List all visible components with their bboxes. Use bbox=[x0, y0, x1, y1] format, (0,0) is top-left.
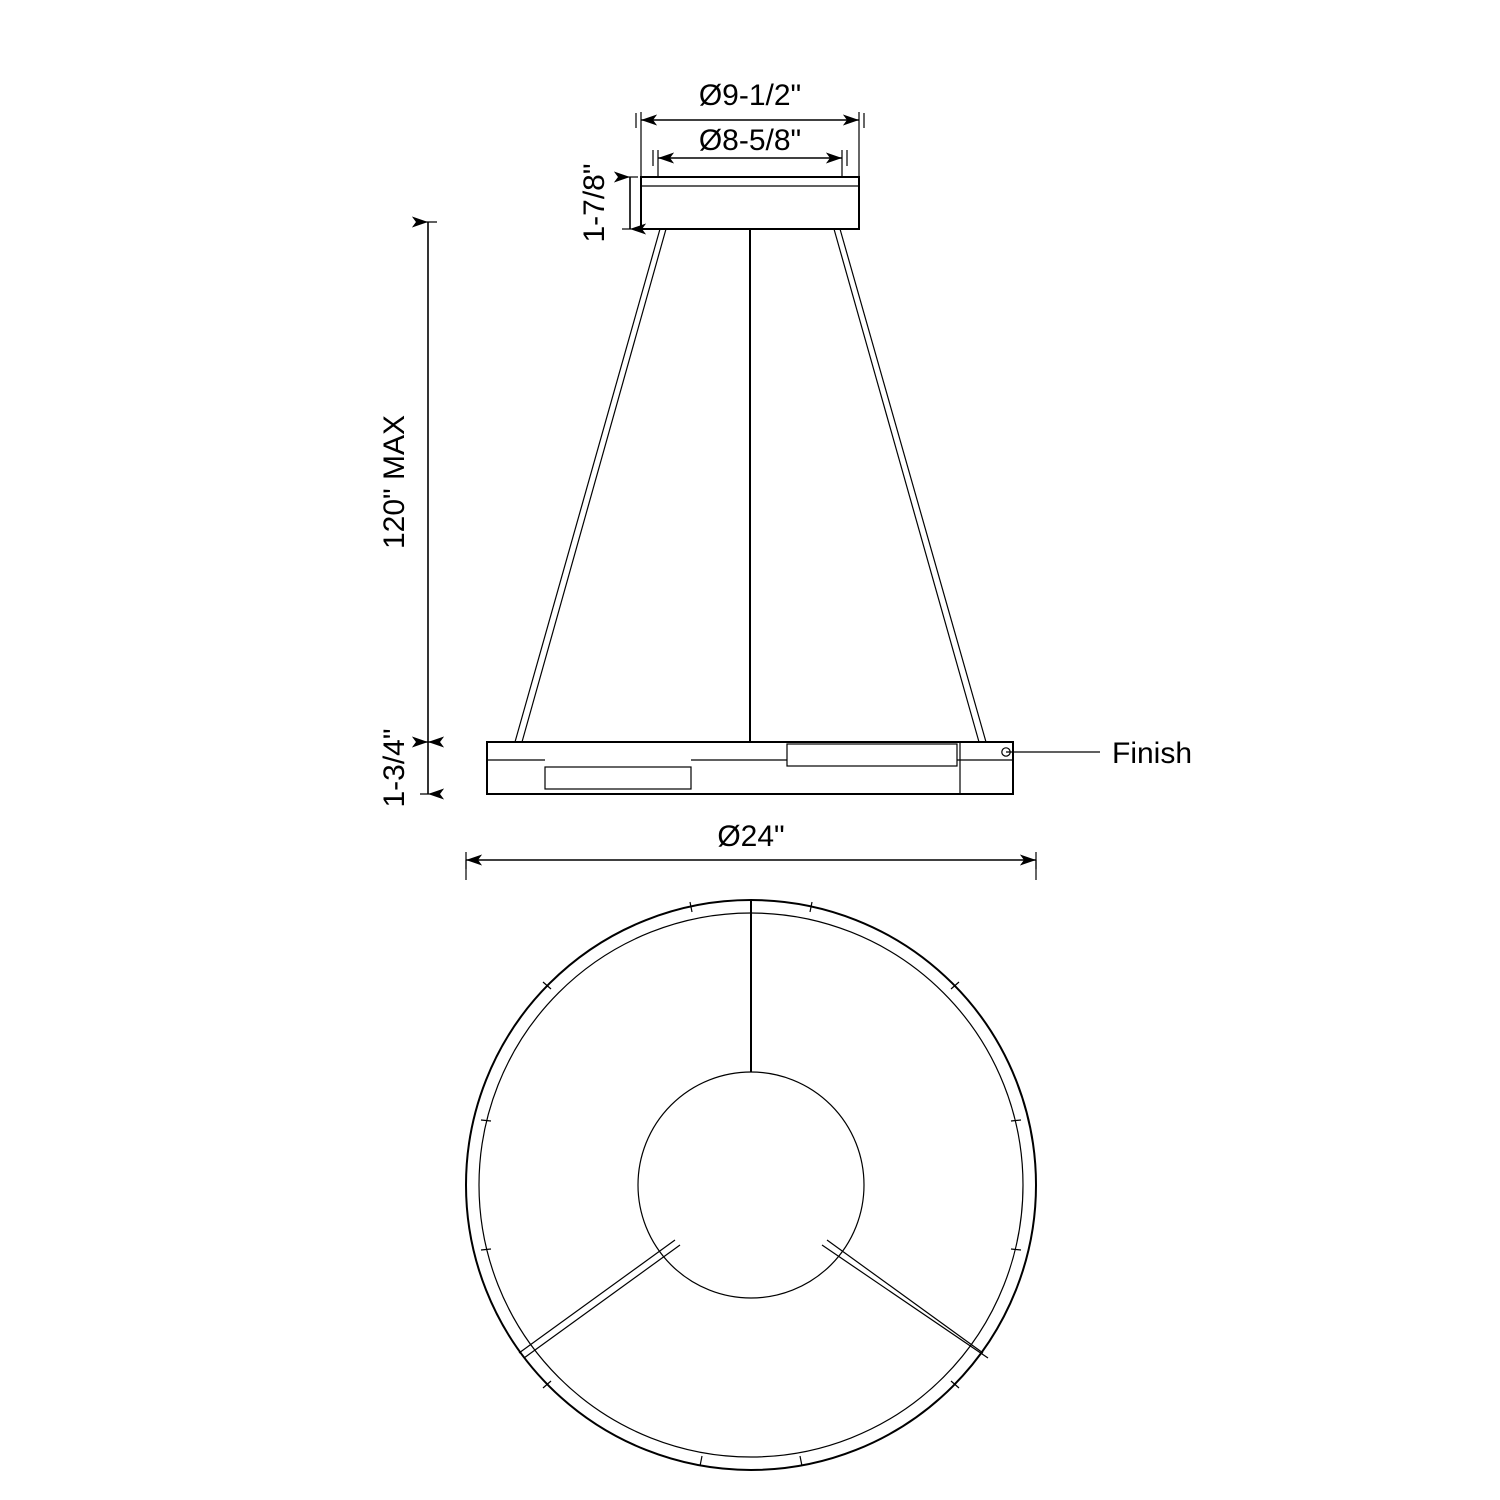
ring-side-profile bbox=[487, 742, 1013, 794]
dim-ring-diameter: Ø24" bbox=[717, 820, 785, 853]
dim-drop-max: 120" MAX bbox=[378, 414, 411, 550]
dim-canopy-inner-diameter: Ø8-5/8" bbox=[698, 124, 802, 157]
dimension-line-ring-diameter bbox=[466, 852, 1036, 869]
ring-diameter-extension-lines bbox=[466, 860, 1036, 880]
dimension-line-ring-height bbox=[420, 742, 437, 794]
dim-ring-height: 1-3/4" bbox=[378, 728, 411, 808]
dim-canopy-outer-diameter: Ø9-1/2" bbox=[698, 79, 802, 112]
dim-canopy-height: 1-7/8" bbox=[578, 163, 611, 243]
canopy bbox=[641, 177, 859, 229]
dimension-line-drop-max bbox=[420, 222, 437, 742]
dimension-line-canopy-height bbox=[622, 177, 638, 229]
finish-callout-label: Finish bbox=[1112, 737, 1193, 770]
plan-view-ring bbox=[466, 900, 1036, 1470]
suspension-cables bbox=[515, 229, 986, 742]
